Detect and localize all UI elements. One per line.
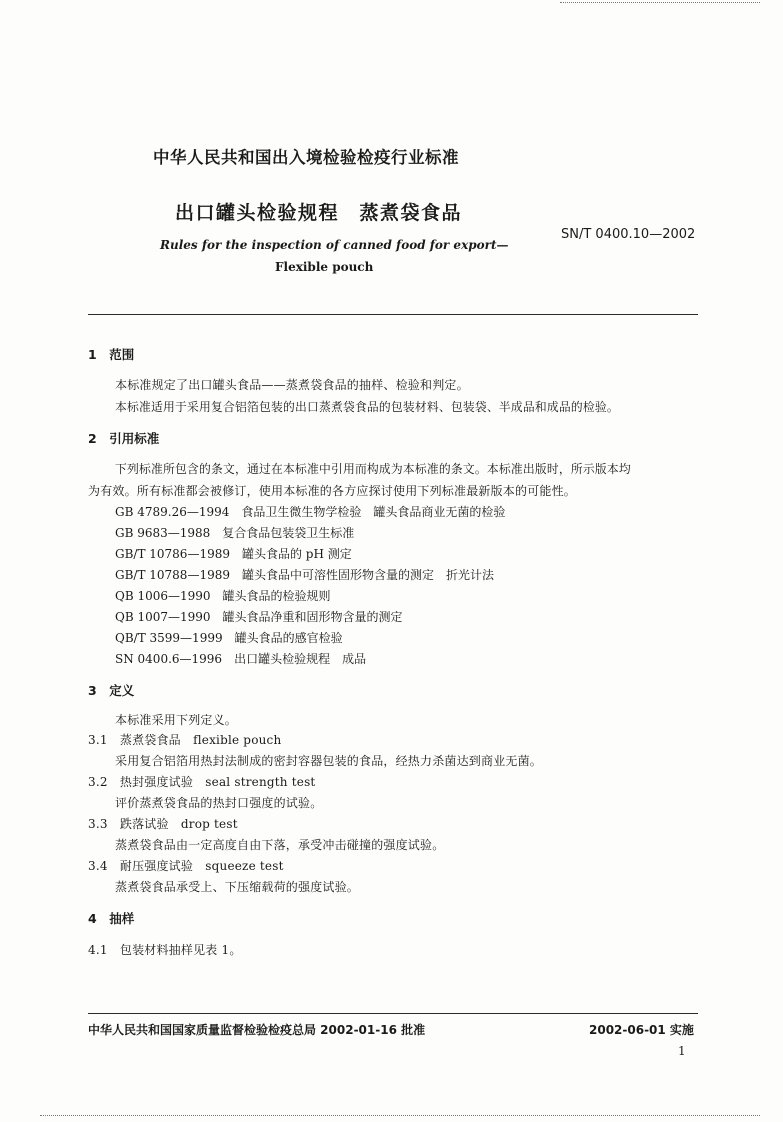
definition-3-2-text: 评价蒸煮袋食品的热封口强度的试验。: [115, 796, 323, 810]
reference-item: QB 1007—1990 罐头食品净重和固形物含量的测定: [115, 610, 403, 624]
section-2-intro-line2: 为有效。所有标准都会被修订，使用本标准的各方应探讨使用下列标准最新版本的可能性。: [88, 484, 577, 498]
section-3-heading: 3 定义: [88, 683, 135, 698]
section-4-heading: 4 抽样: [88, 911, 135, 926]
document-title-cn: 出口罐头检验规程 蒸煮袋食品: [175, 202, 463, 224]
definition-3-3-text: 蒸煮袋食品由一定高度自由下落，承受冲击碰撞的强度试验。: [115, 838, 445, 852]
reference-item: GB 9683—1988 复合食品包装袋卫生标准: [115, 526, 355, 540]
section-4-1-text: 4.1 包装材料抽样见表 1。: [88, 943, 242, 957]
definition-3-4-text: 蒸煮袋食品承受上、下压缩载荷的强度试验。: [115, 880, 360, 894]
definition-3-1-term: 3.1 蒸煮袋食品 flexible pouch: [88, 733, 282, 747]
scan-artifact-bottom: [40, 1115, 760, 1116]
reference-item: GB/T 10788—1989 罐头食品中可溶性固形物含量的测定 折光计法: [115, 568, 494, 582]
page-number: 1: [678, 1044, 686, 1058]
document-title-en-line1: Rules for the inspection of canned food for export—: [160, 238, 509, 252]
approval-statement: 中华人民共和国国家质量监督检验检疫总局 2002-01-16 批准: [88, 1023, 426, 1037]
standard-category: 中华人民共和国出入境检验检疫行业标准: [153, 148, 459, 167]
section-3-intro: 本标准采用下列定义。: [115, 713, 238, 727]
reference-item: GB 4789.26—1994 食品卫生微生物学检验 罐头食品商业无菌的检验: [115, 505, 506, 519]
section-2-heading: 2 引用标准: [88, 431, 160, 446]
reference-item: GB/T 10786—1989 罐头食品的 pH 测定: [115, 547, 352, 561]
reference-item: QB/T 3599—1999 罐头食品的感官检验: [115, 631, 343, 645]
standard-number: SN/T 0400.10—2002: [561, 227, 696, 242]
reference-item: SN 0400.6—1996 出口罐头检验规程 成品: [115, 652, 367, 666]
definition-3-4-term: 3.4 耐压强度试验 squeeze test: [88, 859, 284, 873]
implementation-date: 2002-06-01 实施: [589, 1023, 694, 1037]
definition-3-1-text: 采用复合铝箔用热封法制成的密封容器包装的食品，经热力杀菌达到商业无菌。: [115, 754, 543, 768]
section-1-paragraph-1: 本标准规定了出口罐头食品——蒸煮袋食品的抽样、检验和判定。: [115, 378, 469, 392]
scan-artifact-top: [560, 2, 760, 3]
footer-divider: [88, 1013, 698, 1014]
section-1-heading: 1 范围: [88, 347, 135, 362]
section-2-intro-line1: 下列标准所包含的条文，通过在本标准中引用而构成为本标准的条文。本标准出版时，所示版本均: [115, 462, 631, 476]
section-1-paragraph-2: 本标准适用于采用复合铝箔包装的出口蒸煮袋食品的包装材料、包装袋、半成品和成品的检验。: [115, 400, 619, 414]
definition-3-3-term: 3.3 跌落试验 drop test: [88, 817, 238, 831]
reference-item: QB 1006—1990 罐头食品的检验规则: [115, 589, 331, 603]
definition-3-2-term: 3.2 热封强度试验 seal strength test: [88, 775, 316, 789]
header-divider: [88, 314, 698, 315]
document-title-en-line2: Flexible pouch: [275, 260, 374, 274]
